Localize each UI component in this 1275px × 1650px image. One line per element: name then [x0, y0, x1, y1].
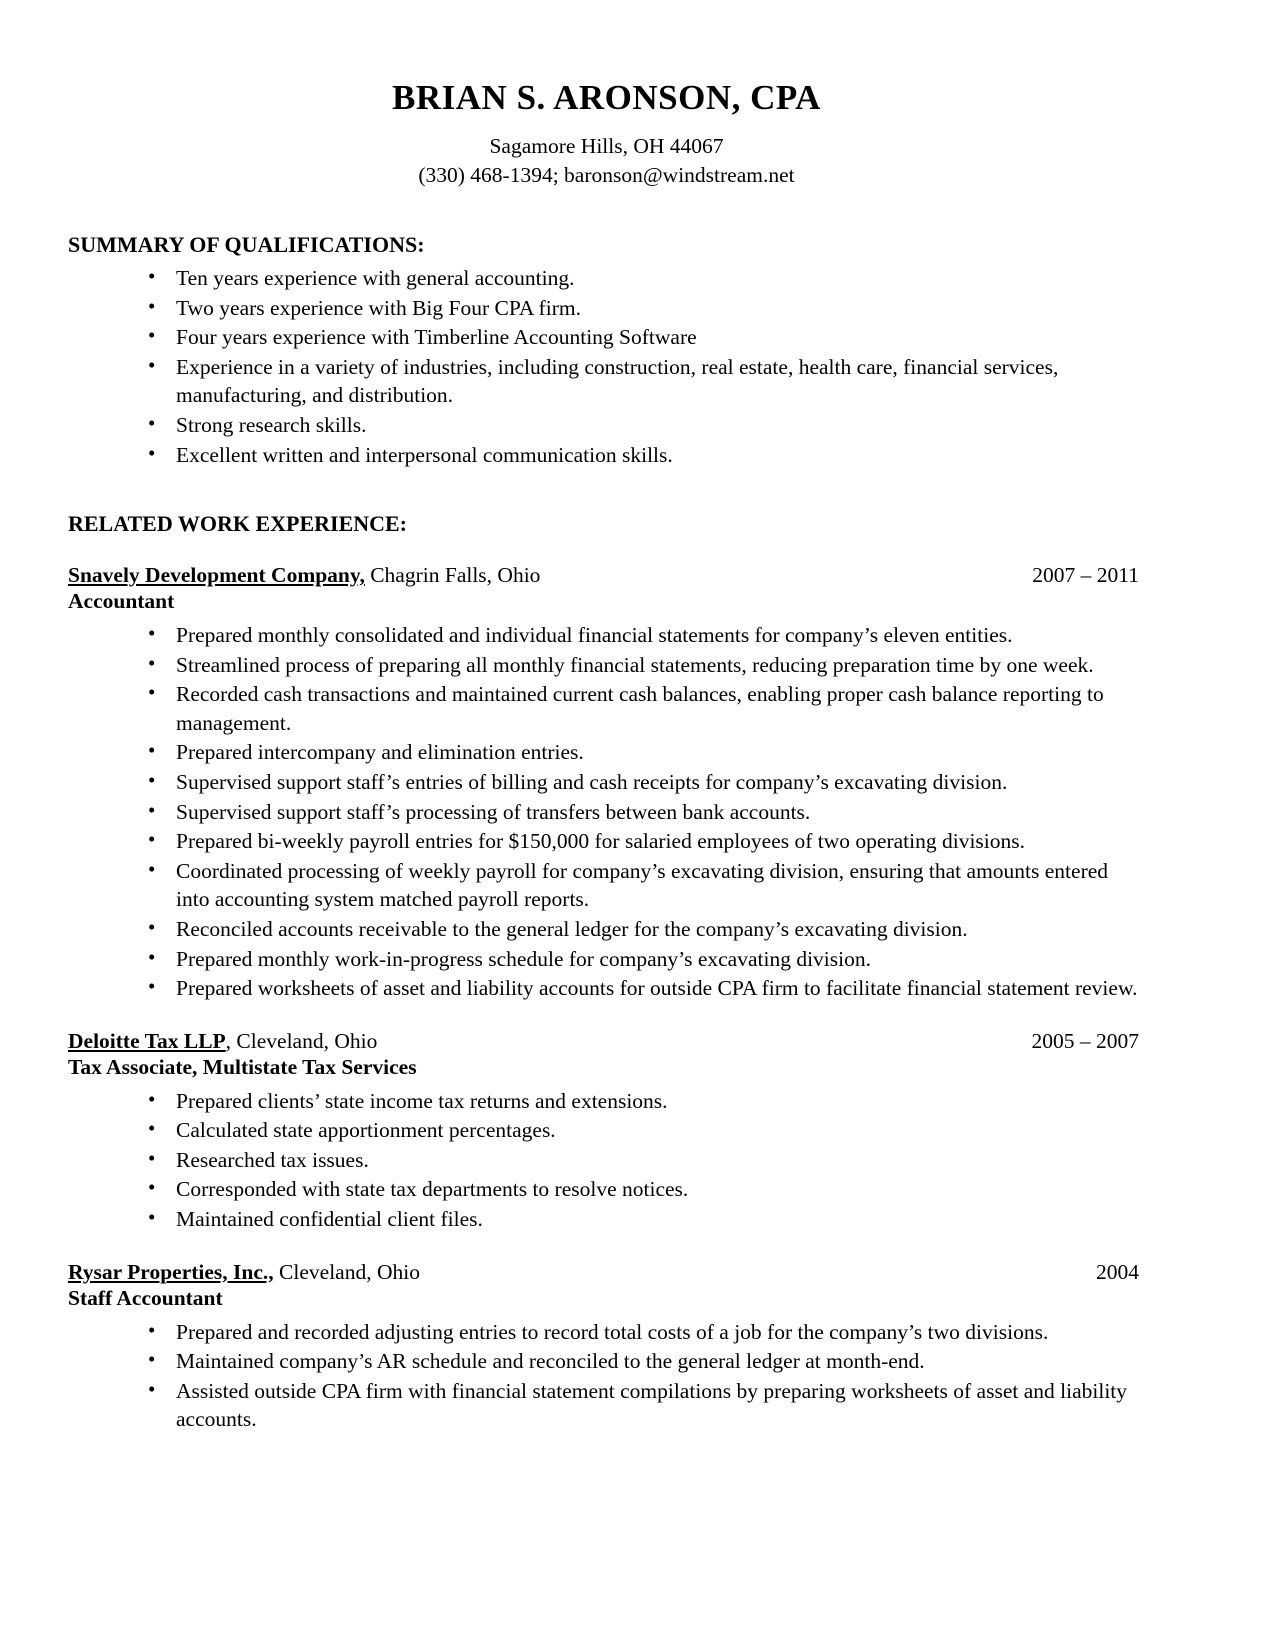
list-item: • Corresponded with state tax departments to resolve notices. — [68, 1175, 1145, 1204]
job-title: Accountant — [68, 589, 175, 614]
list-item: • Prepared worksheets of asset and liability accounts for outside CPA firm to facilitate financial statement review. — [68, 974, 1145, 1003]
list-item: • Prepared clients’ state income tax returns and extensions. — [68, 1087, 1145, 1116]
section-title-experience: RELATED WORK EXPERIENCE: — [68, 511, 408, 537]
list-item: • Ten years experience with general accounting. — [68, 264, 1145, 293]
list-item: • Calculated state apportionment percentages. — [68, 1116, 1145, 1145]
job-dates: 2007 – 2011 — [1032, 563, 1139, 588]
list-item: • Coordinated processing of weekly payroll for company’s excavating division, ensuring that amounts entered into accounting system matched payroll reports. — [68, 857, 1145, 914]
list-item: • Reconciled accounts receivable to the general ledger for the company’s excavating division. — [68, 915, 1145, 944]
job-title: Tax Associate, Multistate Tax Services — [68, 1054, 417, 1079]
list-item: • Supervised support staff’s processing of transfers between bank accounts. — [68, 798, 1145, 827]
job-header — [68, 1260, 1145, 1285]
job-bullets — [68, 621, 1145, 1003]
list-item: • Researched tax issues. — [68, 1146, 1145, 1175]
job-location: Chagrin Falls, Ohio — [364, 563, 541, 588]
job-location: , Cleveland, Ohio — [225, 1028, 378, 1053]
list-item: • Experience in a variety of industries, including construction, real estate, health care, financial services, manufacturing, and distribution. — [68, 353, 1145, 410]
list-item: • Streamlined process of preparing all monthly financial statements, reducing preparation time by one week. — [68, 651, 1145, 680]
job-title: Staff Accountant — [68, 1285, 223, 1310]
list-item: • Excellent written and interpersonal communication skills. — [68, 441, 1145, 470]
list-item: • Supervised support staff’s entries of billing and cash receipts for company’s excavating division. — [68, 768, 1145, 797]
list-item: • Prepared monthly consolidated and individual financial statements for company’s eleven entities. — [68, 621, 1145, 650]
list-item: • Two years experience with Big Four CPA firm. — [68, 294, 1145, 323]
job-company: Snavely Development Company, — [68, 563, 365, 588]
job-location: Cleveland, Ohio — [273, 1259, 420, 1284]
job-bullets — [68, 1087, 1145, 1234]
candidate-name: BRIAN S. ARONSON, CPA — [392, 78, 821, 117]
candidate-contact: (330) 468-1394; baronson@windstream.net — [418, 163, 795, 188]
candidate-address: Sagamore Hills, OH 44067 — [489, 134, 724, 158]
list-item: • Maintained confidential client files. — [68, 1205, 1145, 1234]
list-item: • Maintained company’s AR schedule and reconciled to the general ledger at month-end. — [68, 1347, 1145, 1376]
list-item: • Prepared monthly work-in-progress schedule for company’s excavating division. — [68, 945, 1145, 974]
job-company: Rysar Properties, Inc., — [68, 1259, 274, 1284]
job-dates: 2005 – 2007 — [1031, 1028, 1139, 1053]
list-item: • Strong research skills. — [68, 411, 1145, 440]
job-header — [68, 1029, 1145, 1054]
job-bullets — [68, 1318, 1145, 1434]
job-header — [68, 563, 1145, 588]
job-company: Deloitte Tax LLP — [68, 1028, 226, 1053]
list-item: • Four years experience with Timberline Accounting Software — [68, 323, 1145, 352]
section-title-summary: SUMMARY OF QUALIFICATIONS: — [68, 232, 425, 258]
list-item: • Recorded cash transactions and maintained current cash balances, enabling proper cash balance reporting to management. — [68, 680, 1145, 737]
job-dates: 2004 — [1096, 1259, 1139, 1284]
list-item: • Assisted outside CPA firm with financial statement compilations by preparing worksheets of asset and liability accounts. — [68, 1377, 1145, 1434]
summary-list — [68, 264, 1145, 469]
list-item: • Prepared and recorded adjusting entries to record total costs of a job for the company’s two divisions. — [68, 1318, 1145, 1347]
list-item: • Prepared intercompany and elimination entries. — [68, 738, 1145, 767]
list-item: • Prepared bi-weekly payroll entries for $150,000 for salaried employees of two operating divisions. — [68, 827, 1145, 856]
